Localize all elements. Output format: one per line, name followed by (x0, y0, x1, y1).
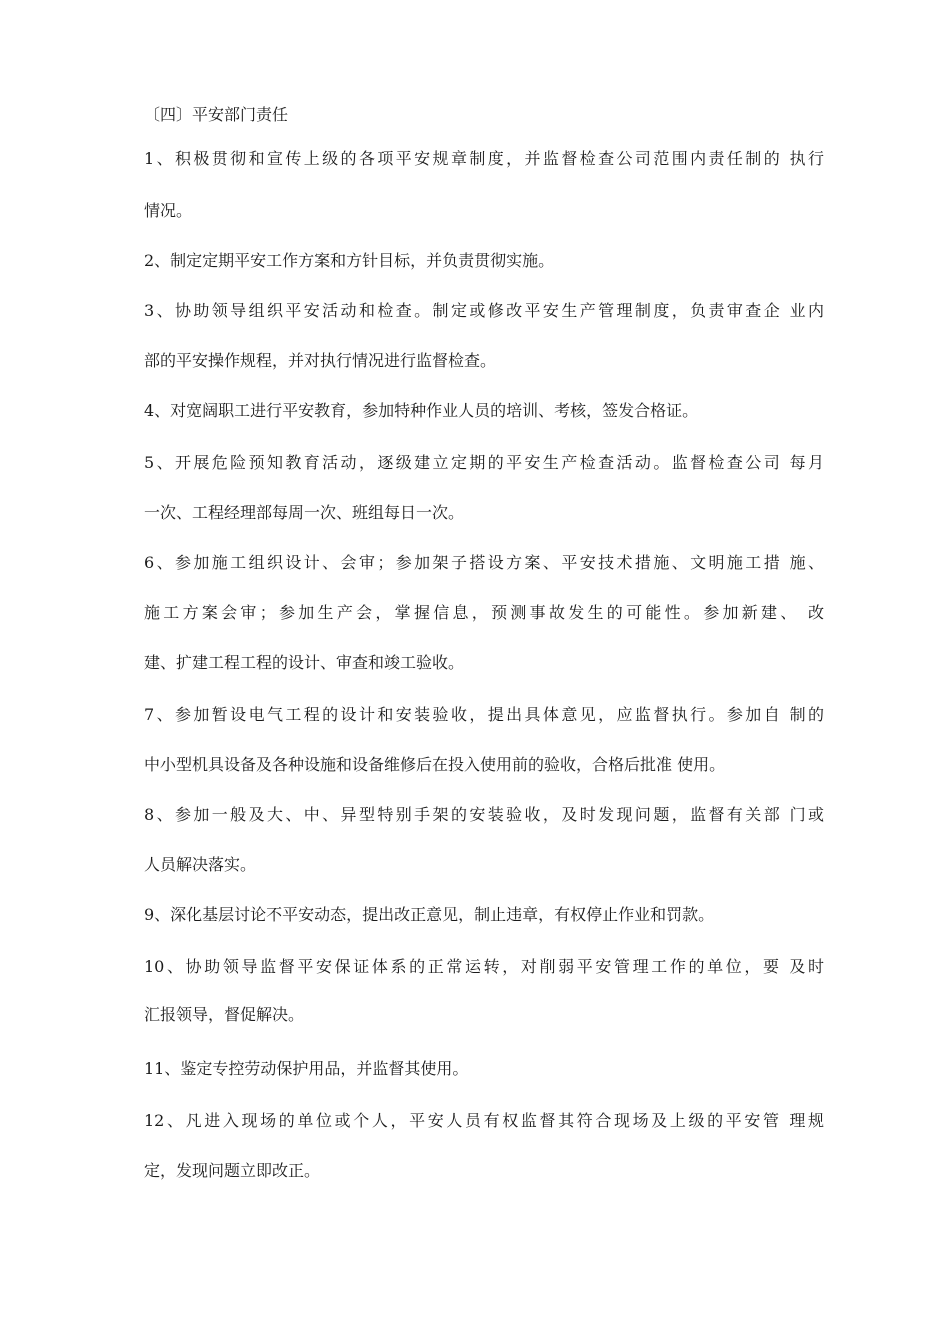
item-1-line-1: 1、积极贯彻和宣传上级的各项平安规章制度，并监督检查公司范围内责任制的 执行 (144, 149, 824, 168)
item-10-line-2: 汇报领导，督促解决。 (144, 1005, 305, 1024)
item-12-line-1: 12、凡进入现场的单位或个人，平安人员有权监督其符合现场及上级的平安管 理规 (144, 1111, 824, 1130)
item-5-line-2: 一次、工程经理部每周一次、班组每日一次。 (144, 503, 465, 522)
item-7-line-1: 7、参加暂设电气工程的设计和安装验收，提出具体意见，应监督执行。参加自 制的 (144, 705, 824, 724)
item-1-line-2: 情况。 (144, 201, 193, 220)
item-4-line-1: 4、对宽阔职工进行平安教育，参加特种作业人员的培训、考核，签发合格证。 (144, 401, 699, 420)
item-6-line-3: 建、扩建工程工程的设计、审查和竣工验收。 (144, 653, 465, 672)
item-2-line-1: 2、制定定期平安工作方案和方针目标，并负责贯彻实施。 (144, 251, 555, 270)
item-6-line-2: 施工方案会审；参加生产会，掌握信息，预测事故发生的可能性。参加新建、 改 (144, 603, 824, 622)
item-11-line-1: 11、鉴定专控劳动保护用品，并监督其使用。 (144, 1059, 469, 1078)
item-12-line-2: 定，发现问题立即改正。 (144, 1161, 321, 1180)
item-8-line-2: 人员解决落实。 (144, 855, 257, 874)
item-7-line-2: 中小型机具设备及各种设施和设备维修后在投入使用前的验收，合格后批准 使用。 (144, 755, 726, 774)
item-8-line-1: 8、参加一般及大、中、异型特别手架的安装验收，及时发现问题，监督有关部 门或 (144, 805, 824, 824)
item-9-line-1: 9、深化基层讨论不平安动态，提出改正意见，制止违章，有权停止作业和罚款。 (144, 905, 715, 924)
item-3-line-2: 部的平安操作规程，并对执行情况进行监督检查。 (144, 351, 497, 370)
item-5-line-1: 5、开展危险预知教育活动，逐级建立定期的平安生产检查活动。监督检查公司 每月 (144, 453, 824, 472)
item-10-line-1: 10、协助领导监督平安保证体系的正常运转，对削弱平安管理工作的单位，要 及时 (144, 957, 824, 976)
item-3-line-1: 3、协助领导组织平安活动和检查。制定或修改平安生产管理制度，负责审查企 业内 (144, 301, 824, 320)
section-heading: 〔四〕平安部门责任 (144, 105, 289, 124)
item-6-line-1: 6、参加施工组织设计、会审；参加架子搭设方案、平安技术措施、文明施工措 施、 (144, 553, 824, 572)
